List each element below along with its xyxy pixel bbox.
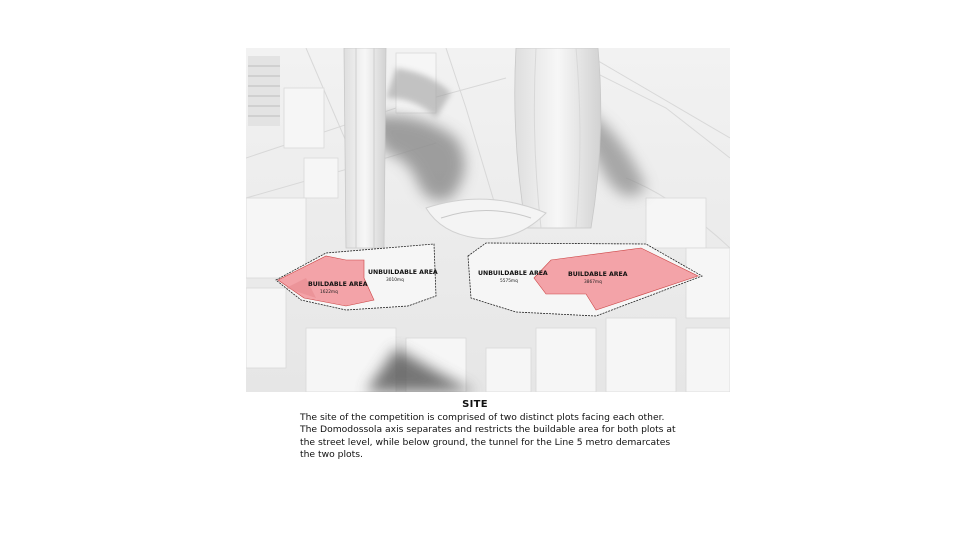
caption-body: The site of the competition is comprised of two distinct plots facing each other. The Domodossola axis separates and restricts the buildable area for both plots at the street level, while below ground, the tunnel for the Line 5 metro demarcates the two plots. xyxy=(300,412,676,461)
caption-title: SITE xyxy=(462,399,488,410)
plot-west-unbuildable-label: UNBUILDABLE AREA xyxy=(368,269,438,276)
plot-east-unbuildable-label: UNBUILDABLE AREA xyxy=(478,270,548,277)
tower-left xyxy=(344,48,386,248)
plot-west-buildable-area-value: 1622mq xyxy=(320,290,338,295)
plot-east-buildable-area-value: 3867mq xyxy=(584,280,602,285)
plot-east-unbuildable-area-value: 5575mq xyxy=(500,279,518,284)
plot-west-buildable-label: BUILDABLE AREA xyxy=(308,281,368,288)
plot-west-unbuildable-area-value: 3010mq xyxy=(386,278,404,283)
building-topleft xyxy=(248,56,280,126)
caption xyxy=(300,399,680,462)
tower-right xyxy=(515,48,601,228)
site-diagram xyxy=(246,48,730,392)
plot-east-buildable-label: BUILDABLE AREA xyxy=(568,271,628,278)
site-aerial-render xyxy=(246,48,730,392)
